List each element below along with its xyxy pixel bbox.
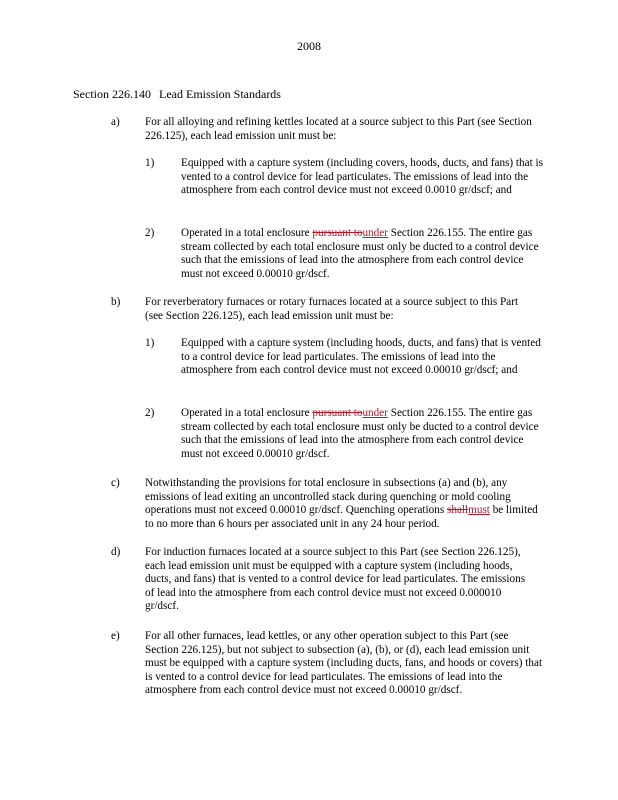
paragraph-text: For all other furnaces, lead kettles, or any other operation subject to this Part (see Section 226.125), but not subject to subsection (a), (b), or (d), each lead emission unit must be equipped with a capture system (including ducts, fans, and hoods or covers) that is vented to a control device for lead particulates. The emissions of lead into the atmosphere from each control device must not exceed 0.00010 gr/dscf.	[145, 630, 543, 697]
paragraph-label: a)	[111, 116, 120, 128]
page-number: 2008	[297, 39, 321, 53]
deleted-text: pursuant to	[312, 407, 363, 419]
paragraph-text: For induction furnaces located at a source subject to this Part (see Section 226.125), each lead emission unit must be equipped with a capture system (including hoods, ducts, and fans) that is vented to a control device for lead particulates. The emissions of lead into the atmosphere from each control device must not exceed 0.000010 gr/dscf.	[145, 546, 526, 613]
paragraph-label: b)	[111, 296, 121, 308]
section-heading	[73, 88, 281, 102]
deleted-text: pursuant to	[312, 227, 363, 239]
subparagraph-label: 2)	[145, 227, 155, 239]
inserted-text: under	[362, 227, 388, 239]
section-number: Section 226.140	[73, 87, 151, 101]
paragraph-text: For reverberatory furnaces or rotary furnaces located at a source subject to this Part (see Section 226.125), each lead emission unit must be:	[145, 296, 519, 322]
subparagraph-text: Operated in a total enclosure pursuant tounder Section 226.155. The entire gas stream collected by each total enclosure must only be ducted to a control device such that the emissions of lead into the atmosphere from each control device must not exceed 0.00010 gr/dscf.	[181, 227, 539, 280]
inserted-text: under	[362, 407, 388, 419]
subparagraph-text: Equipped with a capture system (including hoods, ducts, and fans) that is vented to a control device for lead particulates. The emissions of lead into the atmosphere from each control device must not exceed 0.00010 gr/dscf; and	[181, 337, 541, 377]
inserted-text: must	[468, 504, 490, 517]
subparagraph-text: Equipped with a capture system (including covers, hoods, ducts, and fans) that is vented to a control device for lead particulates. The emissions of lead into the atmosphere from each control device must not exceed 0.0010 gr/dscf; and	[181, 157, 543, 197]
subparagraph-text: Operated in a total enclosure pursuant tounder Section 226.155. The entire gas stream collected by each total enclosure must only be ducted to a control device such that the emissions of lead into the atmosphere from each control device must not exceed 0.00010 gr/dscf.	[181, 407, 539, 460]
paragraph-text: For all alloying and refining kettles located at a source subject to this Part (see Section 226.125), each lead emission unit must be:	[145, 116, 532, 142]
paragraph-label: c)	[111, 477, 120, 489]
deleted-text: shall	[447, 504, 469, 517]
subparagraph-label: 2)	[145, 407, 155, 419]
paragraph-label: d)	[111, 546, 121, 558]
subparagraph-label: 1)	[145, 157, 155, 169]
paragraph-label: e)	[111, 630, 120, 642]
subparagraph-label: 1)	[145, 337, 155, 349]
paragraph-text: Notwithstanding the provisions for total enclosure in subsections (a) and (b), any emissions of lead exiting an uncontrolled stack during quenching or mold cooling operations must not exceed 0.00010 gr/dscf. Quenching operations shallmust be limited to no more than 6 hours per associated unit in any 24 hour period.	[145, 477, 538, 530]
section-title: Lead Emission Standards	[159, 87, 281, 101]
